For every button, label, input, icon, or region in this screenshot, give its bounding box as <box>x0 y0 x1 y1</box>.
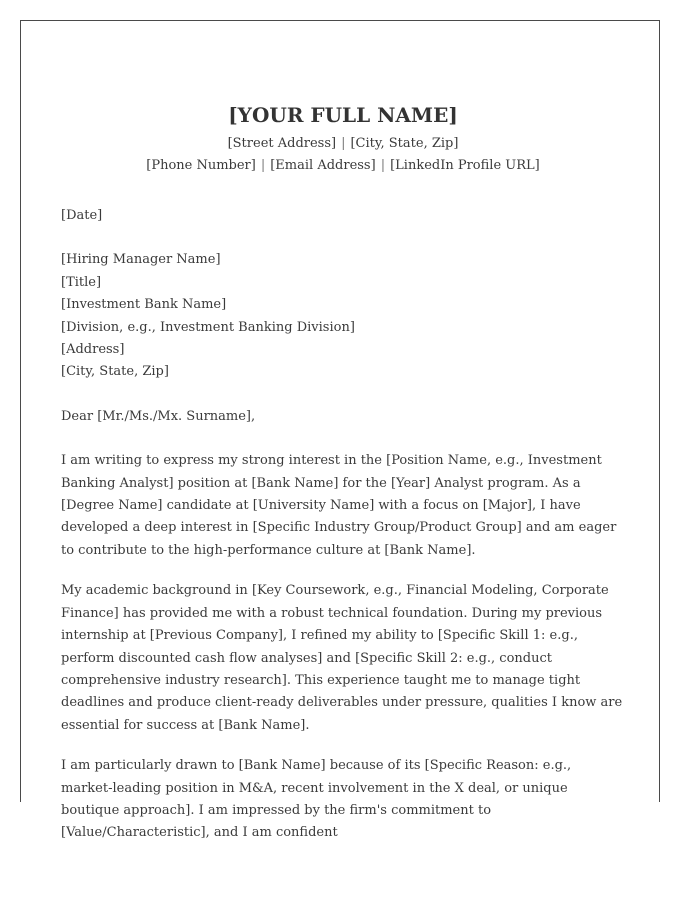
recipient-title: [Title] <box>61 274 102 290</box>
recipient-bank-name: [Investment Bank Name] <box>61 297 227 313</box>
street-address: [Street Address] <box>227 136 337 151</box>
recipient-division: [Division, e.g., Investment Banking Division] <box>61 319 355 335</box>
separator: | <box>260 158 266 173</box>
letter-date: [Date] <box>61 208 103 223</box>
recipient-city-state-zip: [City, State, Zip] <box>61 364 169 380</box>
letter-content <box>61 101 625 863</box>
body-paragraph-motivation: I am particularly drawn to [Bank Name] because of its [Specific Reason: e.g., market-leading position in M&A, recent involvement in the X deal, or unique boutique approach]. I am impressed by the firm's commitment to [Value/Characteristic], and I am confident <box>61 758 572 841</box>
separator: | <box>380 158 386 173</box>
recipient-address: [Address] <box>61 342 125 358</box>
linkedin-url: [LinkedIn Profile URL] <box>390 158 540 173</box>
contact-info-line <box>61 155 625 177</box>
recipient-block <box>61 249 625 383</box>
city-state-zip: [City, State, Zip] <box>350 136 459 151</box>
phone-number: [Phone Number] <box>146 158 256 173</box>
separator: | <box>341 136 346 151</box>
letter-header <box>61 101 625 177</box>
body-paragraph-background: My academic background in [Key Coursework, e.g., Financial Modeling, Corporate Finance] has provided me with a robust technical foundation. During my previous internship at [Previous Company], I refined my ability to [Specific Skill 1: e.g., perform discounted cash flow analyses] and [Specific Skill 2: e.g., conduct comprehensive industry research]. This experience taught me to manage tight deadlines and produce client-ready deliverables under pressure, qualities I know are essential for success at [Bank Name]. <box>61 583 623 733</box>
letter-page <box>20 20 660 841</box>
address-line <box>61 133 625 155</box>
body-paragraph-intro: I am writing to express my strong interest in the [Position Name, e.g., Investment Banking Analyst] position at [Bank Name] for the [Year] Analyst program. As a [Degree Name] candidate at [University Name] with a focus on [Major], I have developed a deep interest in [Specific Industry Group/Product Group] and am eager to contribute to the high-performance culture at [Bank Name]. <box>61 453 617 558</box>
applicant-name: [YOUR FULL NAME] <box>228 103 458 127</box>
recipient-manager-name: [Hiring Manager Name] <box>61 252 221 268</box>
salutation: Dear [Mr./Ms./Mx. Surname], <box>61 408 256 424</box>
email-address: [Email Address] <box>270 158 376 173</box>
